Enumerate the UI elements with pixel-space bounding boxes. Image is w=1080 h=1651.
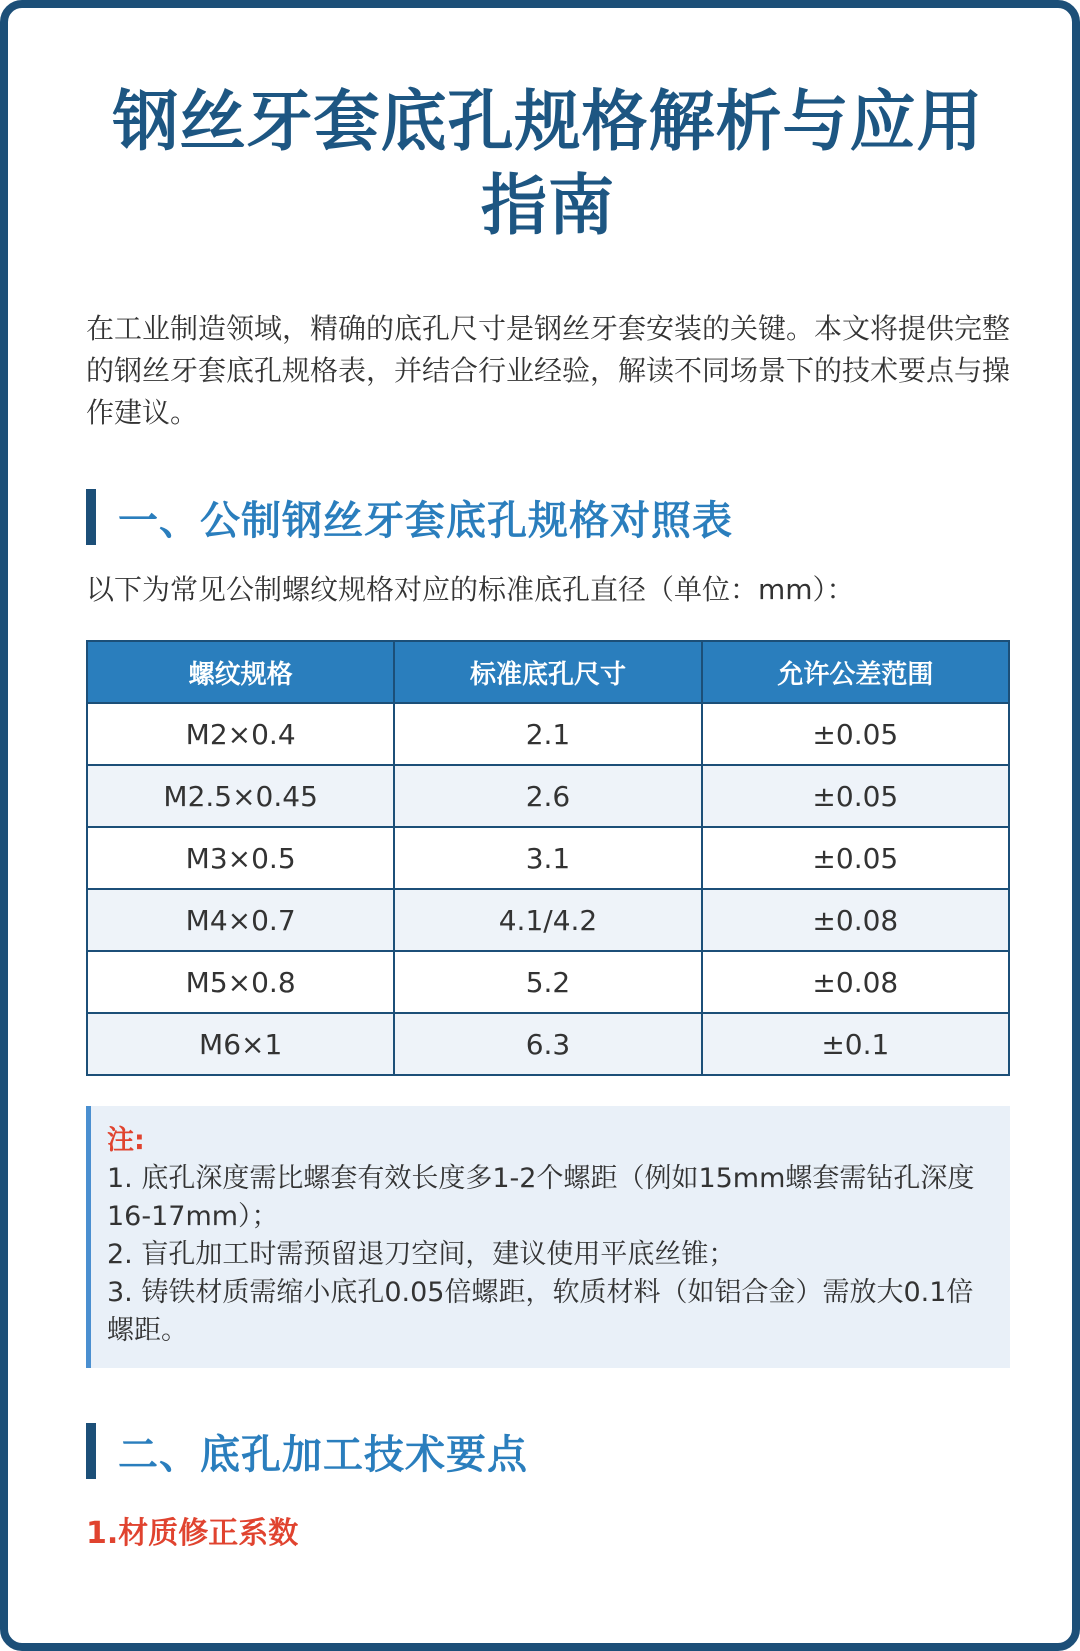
section-heading-2	[86, 1422, 1010, 1480]
table-row	[87, 765, 1009, 827]
cell-hole-size: 4.1/4.2	[394, 889, 701, 951]
cell-thread-spec: M2.5×0.45	[87, 765, 394, 827]
spec-table	[86, 640, 1010, 1076]
table-header-row	[87, 641, 1009, 703]
table-row	[87, 951, 1009, 1013]
cell-thread-spec: M5×0.8	[87, 951, 394, 1013]
cell-thread-spec: M3×0.5	[87, 827, 394, 889]
note-label: 注:	[107, 1125, 145, 1156]
intro-paragraph: 在工业制造领域，精确的底孔尺寸是钢丝牙套安装的关键。本文将提供完整的钢丝牙套底孔规格表，并结合行业经验，解读不同场景下的技术要点与操作建议。	[86, 312, 1011, 429]
note-line: 1. 底孔深度需比螺套有效长度多1-2个螺距（例如15mm螺套需钻孔深度16-17mm）；	[107, 1163, 975, 1232]
note-line: 2. 盲孔加工时需预留退刀空间，建议使用平底丝锥；	[107, 1239, 736, 1270]
cell-tolerance: ±0.05	[702, 827, 1009, 889]
section-heading-1-text: 一、公制钢丝牙套底孔规格对照表	[118, 497, 733, 544]
cell-hole-size: 6.3	[394, 1013, 701, 1075]
cell-hole-size: 3.1	[394, 827, 701, 889]
heading-accent-bar	[86, 489, 96, 545]
header-thread-spec: 螺纹规格	[87, 641, 394, 703]
header-tolerance: 允许公差范围	[702, 641, 1009, 703]
subheading-material-factor: 1.材质修正系数	[86, 1516, 299, 1551]
cell-hole-size: 2.6	[394, 765, 701, 827]
cell-hole-size: 2.1	[394, 703, 701, 765]
section-heading-1	[86, 488, 1010, 546]
table-row	[87, 889, 1009, 951]
cell-tolerance: ±0.08	[702, 951, 1009, 1013]
header-hole-size: 标准底孔尺寸	[394, 641, 701, 703]
table-row	[87, 827, 1009, 889]
cell-tolerance: ±0.1	[702, 1013, 1009, 1075]
heading-accent-bar	[86, 1423, 96, 1479]
table-row	[87, 703, 1009, 765]
note-box	[86, 1106, 1010, 1368]
cell-thread-spec: M4×0.7	[87, 889, 394, 951]
cell-tolerance: ±0.08	[702, 889, 1009, 951]
section-heading-2-text: 二、底孔加工技术要点	[118, 1431, 528, 1478]
cell-thread-spec: M6×1	[87, 1013, 394, 1075]
article	[86, 8, 1010, 1552]
page-title: 钢丝牙套底孔规格解析与应用指南	[112, 83, 984, 244]
cell-thread-spec: M2×0.4	[87, 703, 394, 765]
cell-tolerance: ±0.05	[702, 703, 1009, 765]
cell-hole-size: 5.2	[394, 951, 701, 1013]
note-line: 3. 铸铁材质需缩小底孔0.05倍螺距，软质材料（如铝合金）需放大0.1倍螺距。	[107, 1277, 974, 1346]
cell-tolerance: ±0.05	[702, 765, 1009, 827]
table-row	[87, 1013, 1009, 1075]
table-caption: 以下为常见公制螺纹规格对应的标准底孔直径（单位：mm）：	[86, 573, 855, 606]
